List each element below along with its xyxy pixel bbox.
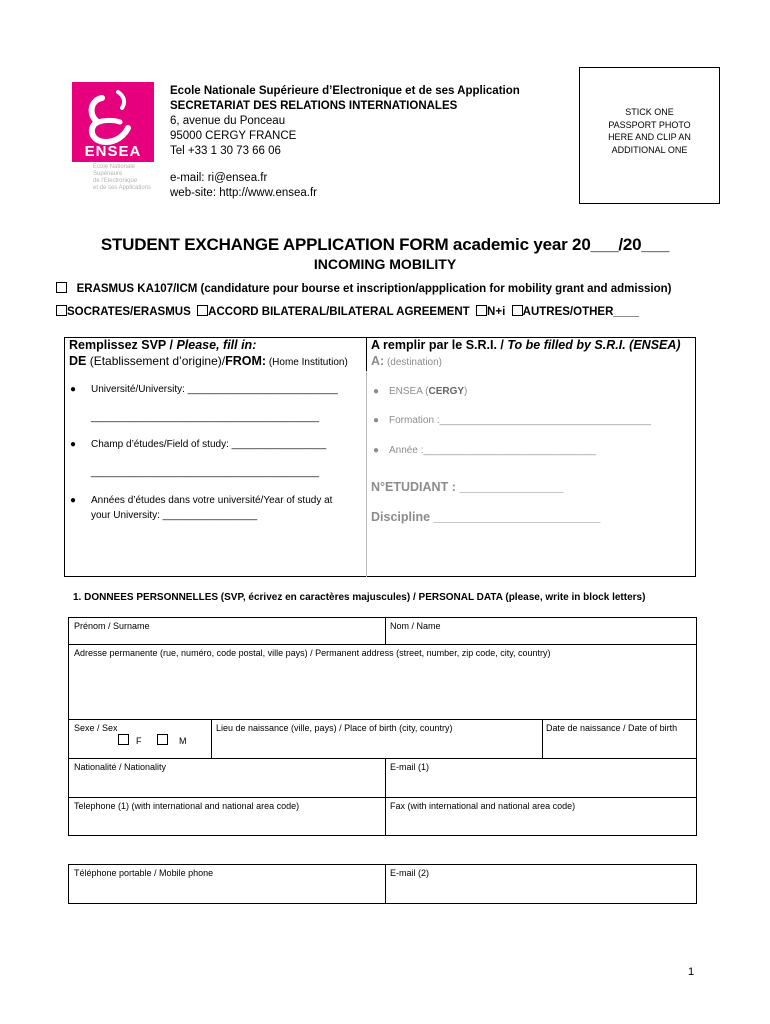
name-field[interactable]: Nom / Name: [390, 621, 441, 631]
panel-divider: [366, 337, 367, 371]
panel-divider-light: [366, 371, 367, 577]
option-row-2: SOCRATES/ERASMUS ACCORD BILATERAL/BILATERAL AGREEMENT N+i AUTRES/OTHER____: [56, 305, 639, 318]
sex-f-label: F: [136, 736, 142, 746]
logo-word: ENSEA: [84, 143, 142, 160]
nationality-field[interactable]: Nationalité / Nationality: [74, 762, 167, 772]
bilateral-checkbox[interactable]: [197, 305, 208, 316]
photo-box[interactable]: STICK ONE PASSPORT PHOTO HERE AND CLIP AN ADDITIONAL ONE: [579, 67, 720, 204]
year-of-study-field[interactable]: your University: _________________: [91, 510, 258, 521]
bullet: ●: [70, 495, 77, 506]
socrates-checkbox[interactable]: [56, 305, 67, 316]
email2-field[interactable]: E-mail (2): [390, 868, 430, 878]
school-website: web-site: http://www.ensea.fr: [170, 187, 318, 199]
sex-m-label: M: [179, 736, 187, 746]
sex-label: Sexe / Sex: [74, 723, 118, 733]
fax-field[interactable]: Fax (with international and national area code): [390, 801, 576, 811]
sex-m-checkbox[interactable]: [157, 734, 168, 745]
left-heading: Remplissez SVP / Please, fill in:: [69, 338, 257, 352]
annee-field[interactable]: Année :_______________________________: [389, 445, 596, 456]
school-address1: 6, avenue du Ponceau: [170, 115, 286, 127]
year-of-study: Années d’études dans votre université/Year of study at: [91, 495, 333, 506]
university-field-cont[interactable]: _________________________________________: [91, 412, 320, 423]
sex-f-checkbox[interactable]: [118, 734, 129, 745]
school-dept: SECRETARIAT DES RELATIONS INTERNATIONALES: [170, 100, 458, 112]
bullet: ●: [70, 439, 77, 450]
mobile-table: [68, 864, 697, 904]
discipline-field[interactable]: Discipline ________________________: [371, 510, 601, 524]
surname-field[interactable]: Prénom / Surname: [74, 621, 150, 631]
address-field[interactable]: Adresse permanente (rue, numéro, code postal, ville pays) / Permanent address (street, number, zip code, city, country): [74, 648, 551, 658]
erasmus-ka-checkbox[interactable]: [56, 282, 67, 293]
field-of-study-cont[interactable]: _________________________________________: [91, 467, 320, 478]
autres-checkbox[interactable]: [512, 305, 523, 316]
mobile-field[interactable]: Téléphone portable / Mobile phone: [74, 868, 214, 878]
school-email: e-mail: ri@ensea.fr: [170, 172, 268, 184]
ni-checkbox[interactable]: [476, 305, 487, 316]
logo-subtext: Ecole Nationale Supérieure de l'Electronique et de ses Applications: [93, 164, 152, 191]
institution-panel: [64, 337, 696, 577]
bullet: ●: [70, 384, 77, 395]
bullet: ●: [373, 386, 380, 397]
birthdate-field[interactable]: Date de naissance / Date of birth: [546, 723, 678, 733]
university-field[interactable]: Université/University: ___________________________: [91, 384, 338, 395]
form-subtitle: INCOMING MOBILITY: [313, 256, 457, 272]
section-personal-data: 1. DONNEES PERSONNELLES (SVP, écrivez en caractères majuscules) / PERSONAL DATA (please, write in block letters): [73, 592, 646, 603]
school-address2: 95000 CERGY FRANCE: [170, 130, 297, 142]
birthplace-field[interactable]: Lieu de naissance (ville, pays) / Place of birth (city, country): [216, 723, 453, 733]
email1-field[interactable]: E-mail (1): [390, 762, 430, 772]
field-of-study[interactable]: Champ d’études/Field of study: _________________: [91, 439, 327, 450]
from-heading: DE (Etablissement d’origine)/FROM: (Home Institution): [69, 354, 348, 368]
page-number: 1: [688, 966, 695, 978]
option-erasmus-ka: ERASMUS KA107/ICM (candidature pour bourse et inscription/appplication for mobility grant and admission): [56, 282, 671, 295]
bullet: ●: [373, 415, 380, 426]
telephone-field[interactable]: Telephone (1) (with international and national area code): [74, 801, 300, 811]
right-heading: A remplir par le S.R.I. / To be filled by S.R.I. (ENSEA): [371, 338, 681, 352]
personal-data-table: [68, 617, 697, 836]
formation-field[interactable]: Formation :______________________________________: [389, 415, 651, 426]
school-tel: Tel +33 1 30 73 66 06: [170, 145, 281, 157]
student-number-field[interactable]: N°ETUDIANT : _______________: [371, 480, 564, 494]
form-title: STUDENT EXCHANGE APPLICATION FORM academic year 20___/20___: [100, 235, 670, 254]
school-name: Ecole Nationale Supérieure d’Electronique et de ses Application: [170, 85, 520, 97]
to-heading: A: (destination): [371, 354, 443, 368]
ensea-destination: ENSEA (CERGY): [389, 386, 468, 397]
school-info: [170, 84, 520, 201]
bullet: ●: [373, 445, 380, 456]
